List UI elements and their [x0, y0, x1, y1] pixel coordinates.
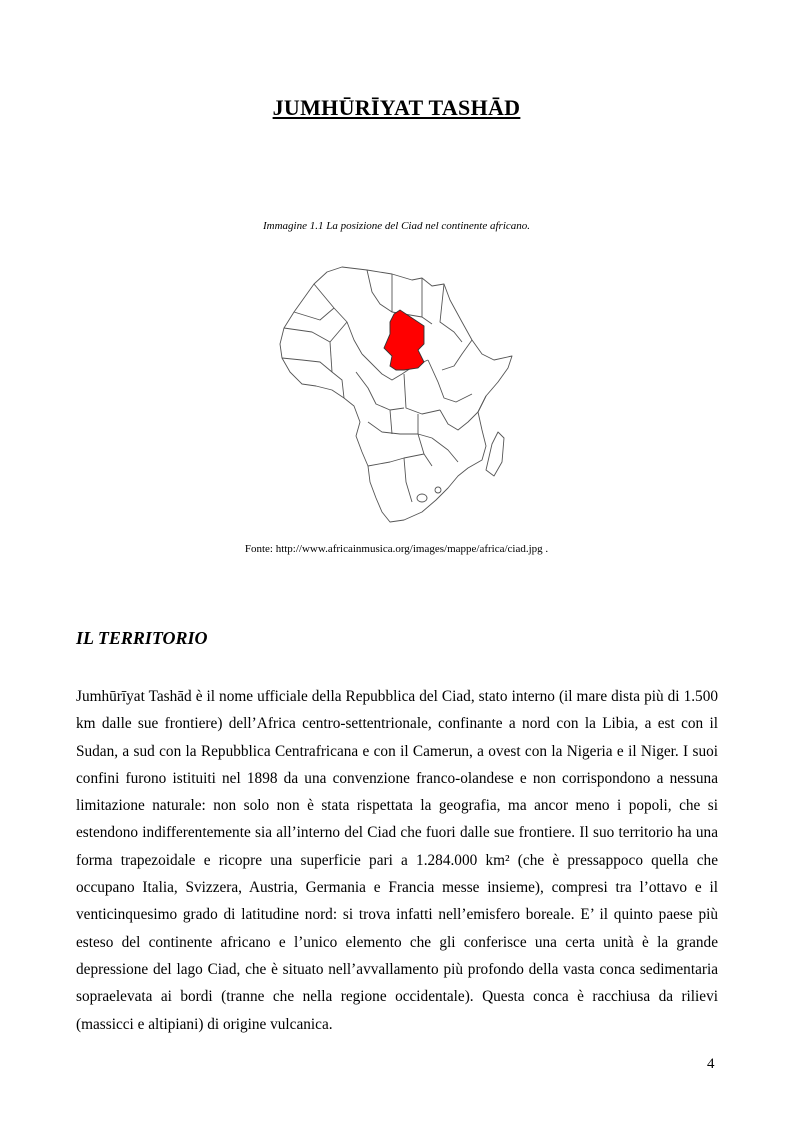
page-title: JUMHŪRĪYAT TASHĀD [272, 95, 521, 120]
page-number: 4 [707, 1056, 715, 1072]
africa-outline [280, 267, 512, 522]
africa-map [272, 262, 522, 524]
section-heading: IL TERRITORIO [76, 628, 208, 648]
figure-caption: Immagine 1.1 La posizione del Ciad nel continente africano. [262, 220, 531, 232]
figure-source: Fonte: http://www.africainmusica.org/images/mappe/africa/ciad.jpg . [244, 543, 549, 555]
body-paragraph: Jumhūrīyat Tashād è il nome ufficiale della Repubblica del Ciad, stato interno (il mare dista più di 1.500 km dalle sue frontiere) dell’Africa centro-settentrionale, confinante a nord con la Libia, a est con il Sudan, a sud con la Repubblica Centrafricana e con il Camerun, a ovest con la Nigeria e il Niger. I suoi confini furono istituiti nel 1898 da una convenzione franco-olandese e non corrispondono a nessuna limitazione naturale: non solo non è stata rispettata la geografia, ma ancor meno i popoli, che si estendono indifferentemente sia all’interno del Ciad che fuori dalle sue frontiere. Il suo territorio ha una forma trapezoidale e ricopre una superficie pari a 1.284.000 km² (che è pressappoco quella che occupano Italia, Svizzera, Austria, Germania e Francia messe insieme), compresi tra l’ottavo e il venticinquesimo grado di latitudine nord: si trova infatti nell’emisfero boreale. E’ il quinto paese più esteso del continente africano e l’unico elemento che gli conferisce una certa unità è la grande depressione del lago Ciad, che è situato nell’avvallamento più profondo della vasta conca sedimentaria sopraelevata ai bordi (tranne che nella regione occidentale). Questa conca è racchiusa da rilievi (massicci e altipiani) di origine vulcanica. [76, 688, 718, 1033]
